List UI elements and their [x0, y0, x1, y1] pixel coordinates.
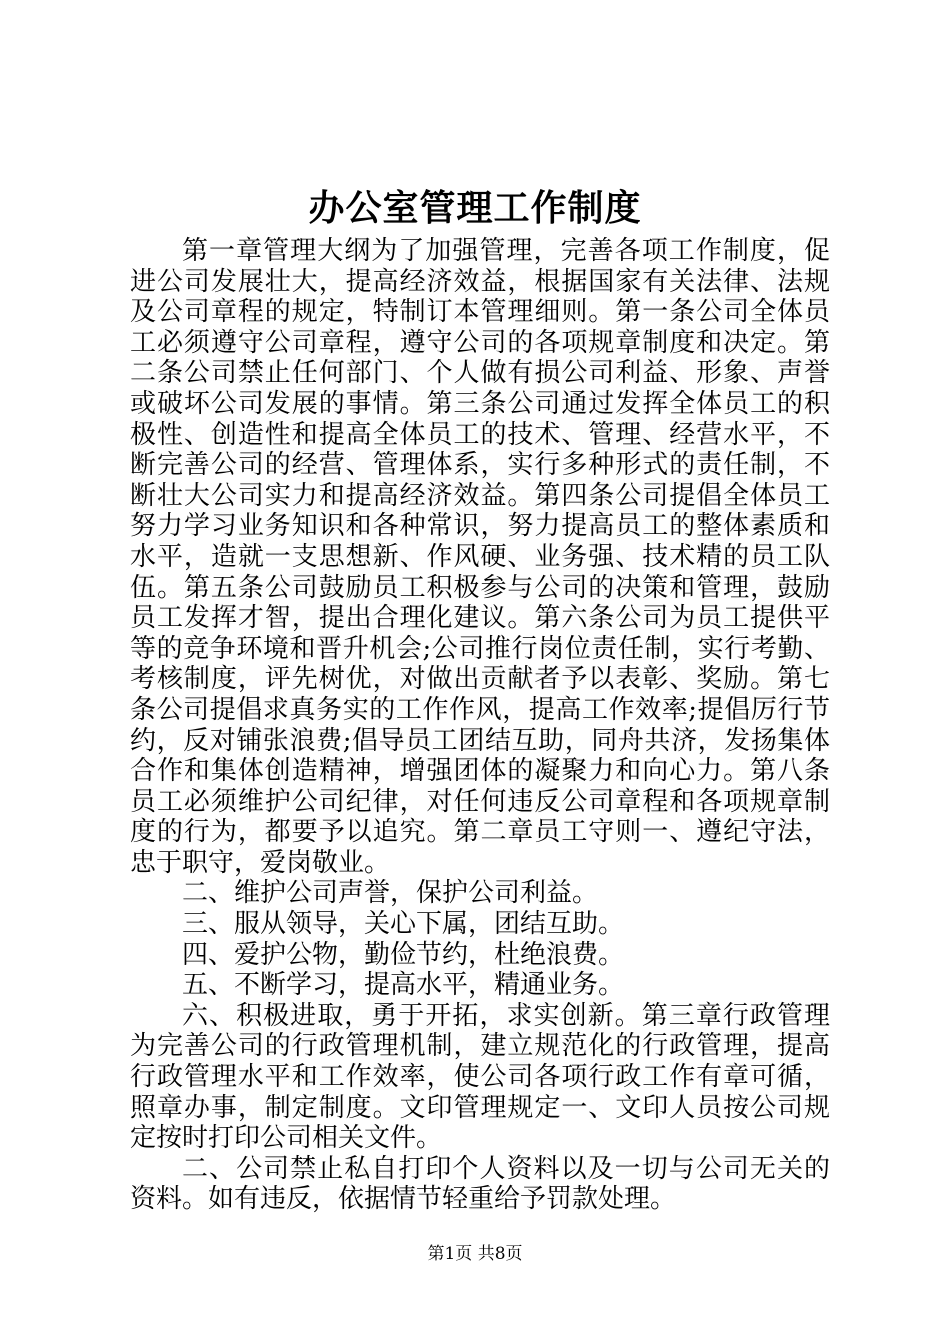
- page-number-footer: 第1页 共8页: [427, 1244, 523, 1264]
- paragraph: 六、积极进取，勇于开拓，求实创新。第三章行政管理为完善公司的行政管理机制，建立规范化的行政管理，提高行政管理水平和工作效率，使公司各项行政工作有章可循，照章办事，制定制度。文印管理规定一、文印人员按公司规定按时打印公司相关文件。: [130, 1000, 830, 1154]
- paragraph: 五、不断学习，提高水平，精通业务。: [182, 970, 625, 1001]
- paragraph: 二、维护公司声誉，保护公司利益。: [182, 878, 599, 909]
- paragraph: 三、服从领导，关心下属，团结互助。: [182, 909, 625, 940]
- paragraph: 第一章管理大纲为了加强管理，完善各项工作制度，促进公司发展壮大，提高经济效益，根据国家有关法律、法规及公司章程的规定，特制订本管理细则。第一条公司全体员工必须遵守公司章程，遵守公司的各项规章制度和决定。第二条公司禁止任何部门、个人做有损公司利益、形象、声誉或破坏公司发展的事情。第三条公司通过发挥全体员工的积极性、创造性和提高全体员工的技术、管理、经营水平，不断完善公司的经营、管理体系，实行多种形式的责任制，不断壮大公司实力和提高经济效益。第四条公司提倡全体员工努力学习业务知识和各种常识，努力提高员工的整体素质和水平，造就一支思想新、作风硬、业务强、技术精的员工队伍。第五条公司鼓励员工积极参与公司的决策和管理，鼓励员工发挥才智，提出合理化建议。第六条公司为员工提供平等的竞争环境和晋升机会;公司推行岗位责任制，实行考勤、考核制度，评先树优，对做出贡献者予以表彰、奖励。第七条公司提倡求真务实的工作作风，提高工作效率;提倡厉行节约，反对铺张浪费;倡导员工团结互助，同舟共济，发扬集体合作和集体创造精神，增强团体的凝聚力和向心力。第八条员工必须维护公司纪律，对任何违反公司章程和各项规章制度的行为，都要予以追究。第二章员工守则一、遵纪守法，忠于职守，爱岗敬业。: [130, 236, 830, 878]
- document-body: [130, 236, 830, 1215]
- paragraph: 四、爱护公物，勤俭节约，杜绝浪费。: [182, 939, 625, 970]
- paragraph: 二、公司禁止私自打印个人资料以及一切与公司无关的资料。如有违反，依据情节轻重给予罚款处理。: [130, 1153, 830, 1215]
- document-title: 办公室管理工作制度: [308, 187, 642, 229]
